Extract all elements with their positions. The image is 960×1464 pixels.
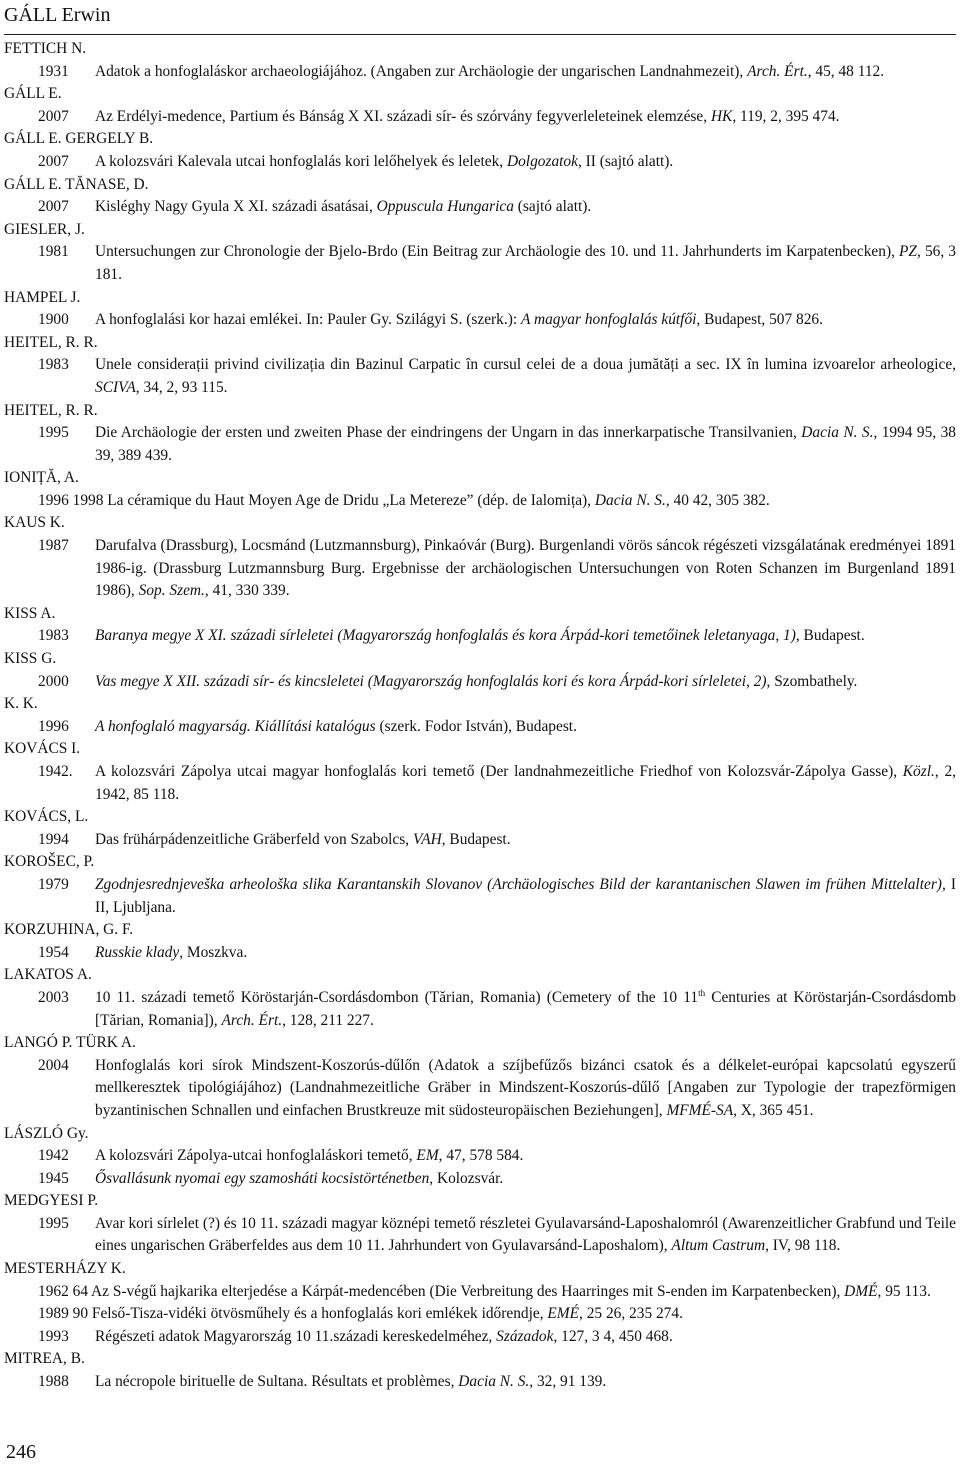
entry-citation: , Szombathely. (766, 672, 858, 690)
entry-year: 1931 (38, 62, 69, 80)
entry-journal: HK (710, 107, 733, 125)
entry-citation: (szerk. Fodor István), Budapest. (375, 717, 577, 735)
author-name: GÁLL E. (4, 85, 62, 103)
entry-citation: , 127, 3 4, 450 468. (553, 1327, 673, 1345)
entry-text: La céramique du Haut Moyen Age de Dridu „La Metereze” (dép. de Ialomița), (107, 491, 592, 509)
entry-citation: , I II, Ljubljana. (95, 875, 956, 916)
entry-year: 2000 (38, 672, 69, 690)
author-name: IONIȚĂ, A. (4, 469, 79, 487)
entry-citation: , 41, 330 339. (204, 582, 290, 600)
bib-entry (4, 422, 956, 467)
bib-entry (4, 829, 956, 852)
entry-year: 1954 (38, 943, 69, 961)
entry-year: 2007 (38, 198, 69, 216)
entry-citation: , Budapest, 507 826. (696, 311, 823, 329)
author-name: HEITEL, R. R. (4, 401, 98, 419)
entry-text: Unele considerații privind civilizația din Bazinul Carpatic în cursul celei de a doua jumătăți a sec. IX în lumina izvoarelor arheologice, (95, 356, 956, 374)
entry-journal: SCIVA (95, 378, 136, 396)
entry-journal: Dolgozatok (507, 152, 578, 170)
entry-journal: Dacia N. S. (458, 1373, 530, 1391)
entry-citation: , 45, 48 112. (807, 62, 885, 80)
bib-entry (4, 309, 956, 332)
entry-year: 1988 (38, 1373, 69, 1391)
entry-citation: , 40 42, 305 382. (665, 491, 770, 509)
entry-citation: , 25 26, 235 274. (579, 1305, 683, 1323)
bib-entry (4, 1213, 956, 1258)
bib-entry (4, 241, 956, 286)
entry-journal: A magyar honfoglalás kútfői (521, 311, 697, 329)
entry-citation: , 34, 2, 93 115. (135, 378, 228, 396)
entry-year: 1983 (38, 356, 69, 374)
entry-journal: EMÉ (547, 1305, 580, 1323)
entry-text: Darufalva (Drassburg), Locsmánd (Lutzmannsburg), Pinkaóvár (Burg). Burgenlandi vörös sáncok régészeti vizsgálatának eredményei 1891 1986-ig. (Drassburg Lutzmannsburg Burg. Ergebnisse der archäologischen Untersuchungen von Roten Schanzen im Burgenland 1891 1986), (95, 537, 956, 600)
bib-entry (4, 671, 956, 694)
entry-text: Untersuchungen zur Chronologie der Bjelo-Brdo (Ein Beitrag zur Archäologie des 10. und 11. Jahrhunderts im Karpatenbecken), (95, 243, 895, 261)
author-name: HAMPEL J. (4, 288, 81, 306)
author-name: KORZUHINA, G. F. (4, 921, 134, 939)
entry-text: A kolozsvári Kalevala utcai honfoglalás kori lelőhelyek és leletek, (95, 152, 504, 170)
entry-text: La nécropole birituelle de Sultana. Résultats et problèmes, (95, 1373, 455, 1391)
entry-year: 1993 (38, 1327, 69, 1345)
entry-year: 1994 (38, 830, 69, 848)
entry-journal: PZ (899, 243, 917, 261)
entry-citation: , Budapest. (795, 627, 865, 645)
entry-journal: MFMÉ-SA (666, 1101, 734, 1119)
entry-journal: Oppuscula Hungarica (376, 198, 514, 216)
entry-citation: , 2, 1942, 85 118. (95, 763, 956, 803)
bib-entry (4, 196, 956, 219)
bib-entry (4, 151, 956, 174)
entry-year: 1979 (38, 875, 69, 893)
page-number: 246 (6, 1441, 36, 1463)
author-name: K. K. (4, 695, 38, 713)
author-name: KISS A. (4, 604, 56, 622)
bib-entry (4, 106, 956, 129)
author-name: KOVÁCS, L. (4, 808, 89, 826)
author-name: GIESLER, J. (4, 220, 85, 238)
entry-journal: VAH (412, 830, 442, 848)
entry-text: A kolozsvári Zápolya-utcai honfoglaláskori temető, (95, 1147, 413, 1165)
entry-text: Die Archäologie der ersten und zweiten Phase der eindringens der Ungarn in das innerkarpatische Transilvanien, (95, 424, 797, 442)
entry-journal: Századok (496, 1327, 554, 1345)
entry-title: Vas megye X XII. századi sír- és kincsleletei (Magyarország honfoglalás kori és kora Árpád-kori sírleletei, 2) (95, 672, 767, 690)
bib-entry (4, 1303, 956, 1326)
entry-citation: , 1994 95, 38 39, 389 439. (95, 424, 956, 464)
bib-entry (4, 716, 956, 739)
entry-journal: DMÉ (844, 1282, 878, 1300)
entry-year: 1995 (38, 1214, 69, 1232)
entry-citation: , 56, 3 181. (95, 243, 956, 283)
entry-text: A honfoglalási kor hazai emlékei. In: Pauler Gy. Szilágyi S. (szerk.): (95, 311, 518, 329)
entry-text: Honfoglalás kori sírok Mindszent-Koszorús-dűlőn (Adatok a szíjbefűzős bizánci csatok és a délkelet-európai kapcsolatú egyszerű mellkeresztek tipológiájához) (Landnahmezeitliche Gräber in Mindszent-Koszorús-dűlő [Angaben zur Typologie der trapezförmigen byzantinischen Schnallen und einfachen Brustkreuze mit südosteuropäischen Beziehungen], (95, 1056, 956, 1119)
author-name: MESTERHÁZY K. (4, 1260, 126, 1278)
author-name: LAKATOS A. (4, 966, 92, 984)
bib-entry (4, 761, 956, 806)
bib-entry (4, 535, 956, 603)
author-name: KISS G. (4, 650, 57, 668)
bib-entry (4, 1168, 956, 1191)
entry-text: Felső-Tisza-vidéki ötvösműhely és a honfoglalás kori emlékek időrendje, (91, 1305, 544, 1323)
entry-text: Az S-végű hajkarika elterjedése a Kárpát-medencében (Die Verbreitung des Haarringes mit S-enden im Karpatenbecken), (91, 1282, 841, 1300)
entry-text: Kisléghy Nagy Gyula X XI. századi ásatásai, (95, 198, 373, 216)
author-name: GÁLL E. TĂNASE, D. (4, 175, 149, 193)
entry-citation: , Kolozsvár. (429, 1169, 504, 1187)
entry-journal: Arch. Ért. (747, 62, 808, 80)
entry-journal: Altum Castrum (671, 1237, 766, 1255)
author-name: MEDGYESI P. (4, 1192, 99, 1210)
entry-journal: Dacia N. S. (594, 491, 666, 509)
entry-year: 1945 (38, 1169, 69, 1187)
entry-journal: Közl. (902, 763, 935, 780)
author-name: GÁLL E. GERGELY B. (4, 130, 154, 148)
author-name: KAUS K. (4, 514, 65, 532)
bib-entry (4, 625, 956, 648)
entry-citation: , 47, 578 584. (438, 1147, 524, 1165)
bib-entry (4, 1145, 956, 1168)
entry-year: 1942 (38, 1147, 69, 1165)
entry-year: 2007 (38, 152, 69, 170)
author-name: KOVÁCS I. (4, 740, 81, 758)
bib-entry (4, 490, 956, 513)
entry-citation: , 128, 211 227. (282, 1011, 374, 1029)
author-name: KOROŠEC, P. (4, 853, 95, 871)
entry-title: A honfoglaló magyarság. Kiállítási katalógus (95, 717, 376, 735)
bib-entry (4, 61, 956, 84)
entry-citation: (sajtó alatt). (513, 198, 592, 216)
bib-entry (4, 1371, 956, 1394)
entry-year: 1996 1998 (38, 491, 104, 509)
entry-citation: , Budapest. (441, 830, 511, 848)
entry-citation: , X, 365 451. (733, 1101, 814, 1119)
bib-entry (4, 1326, 956, 1349)
bib-entry (4, 1055, 956, 1123)
entry-year: 1981 (38, 243, 69, 261)
bibliography (4, 38, 956, 1394)
bib-entry (4, 942, 956, 965)
entry-title: Russkie klady (95, 943, 180, 961)
entry-text: 10 11. századi temető Köröstarján-Csordásdombon (Tărian, Romania) (Cemetery of the 10 11 (95, 988, 699, 1006)
entry-text: Régészeti adatok Magyarország 10 11.századi kereskedelméhez, (95, 1327, 493, 1345)
entry-text: A kolozsvári Zápolya utcai magyar honfoglalás kori temető (Der landnahmezeitliche Friedhof von Kolozsvár-Zápolya Gasse), (95, 763, 898, 780)
running-head: GÁLL Erwin (4, 2, 956, 35)
author-name: LANGÓ P. TÜRK A. (4, 1034, 136, 1052)
entry-journal: Arch. Ért. (221, 1011, 283, 1029)
entry-text: Adatok a honfoglaláskor archaeologiájához. (Angaben zur Archäologie der ungarischen Landnahmezeit), (95, 62, 744, 80)
bib-entry (4, 874, 956, 919)
author-name: LÁSZLÓ Gy. (4, 1124, 89, 1142)
entry-text: Avar kori sírlelet (?) és 10 11. századi magyar köznépi temető részletei Gyulavarsánd-Laposhalomról (Awarenzeitlicher Grabfund und Teile eines ungarischen Gräberfeldes aus dem 10 11. Jahrhundert von Gyulavarsánd-Laposhalom), (95, 1214, 956, 1255)
bib-entry (4, 987, 956, 1032)
entry-year: 1942. (38, 763, 73, 780)
entry-journal: Sop. Szem. (138, 582, 205, 600)
entry-title: Zgodnjesrednjeveška arheološka slika Karantanskih Slovanov (Archäologisches Bild der karantanischen Slawen im frühen Mittelalter) (95, 875, 942, 893)
entry-year: 1989 90 (38, 1305, 89, 1323)
entry-citation: , 32, 91 139. (529, 1373, 607, 1391)
entry-text: Das frühárpádenzeitliche Gräberfeld von Szabolcs, (95, 830, 410, 848)
entry-citation: , 119, 2, 395 474. (732, 107, 840, 125)
bib-entry (4, 354, 956, 399)
entry-title: Ősvallásunk nyomai egy szamosháti kocsistörténetben (95, 1169, 430, 1187)
superscript: th (698, 987, 706, 998)
entry-text: Az Erdélyi-medence, Partium és Bánság X XI. századi sír- és szórvány fegyverleleteinek elemzése, (95, 107, 708, 125)
entry-year: 1983 (38, 627, 69, 645)
entry-journal: EM (416, 1147, 439, 1165)
author-name: FETTICH N. (4, 40, 87, 57)
entry-year: 2003 (38, 988, 69, 1006)
bib-entry (4, 1281, 956, 1304)
entry-title: Baranya megye X XI. századi sírleletei (Magyarország honfoglalás és kora Árpád-kori temetőinek leletanyaga, 1) (95, 627, 796, 645)
author-name: MITREA, B. (4, 1350, 85, 1368)
entry-year: 2004 (38, 1056, 69, 1074)
entry-citation: , Moszkva. (179, 943, 248, 961)
author-name: HEITEL, R. R. (4, 333, 98, 351)
entry-year: 2007 (38, 107, 69, 125)
entry-citation: , IV, 98 118. (765, 1237, 841, 1255)
entry-text-cont: Centuries at Köröstarján-Csordásdomb [Tărian, Romania]), (95, 988, 956, 1029)
entry-year: 1995 (38, 424, 69, 442)
entry-year: 1996 (38, 717, 69, 735)
entry-year: 1900 (38, 311, 69, 329)
entry-citation: , 95 113. (877, 1282, 931, 1300)
entry-year: 1962 64 (38, 1282, 89, 1300)
entry-year: 1987 (38, 537, 69, 555)
entry-citation: , II (sajtó alatt). (577, 152, 674, 170)
entry-journal: Dacia N. S. (801, 424, 874, 442)
